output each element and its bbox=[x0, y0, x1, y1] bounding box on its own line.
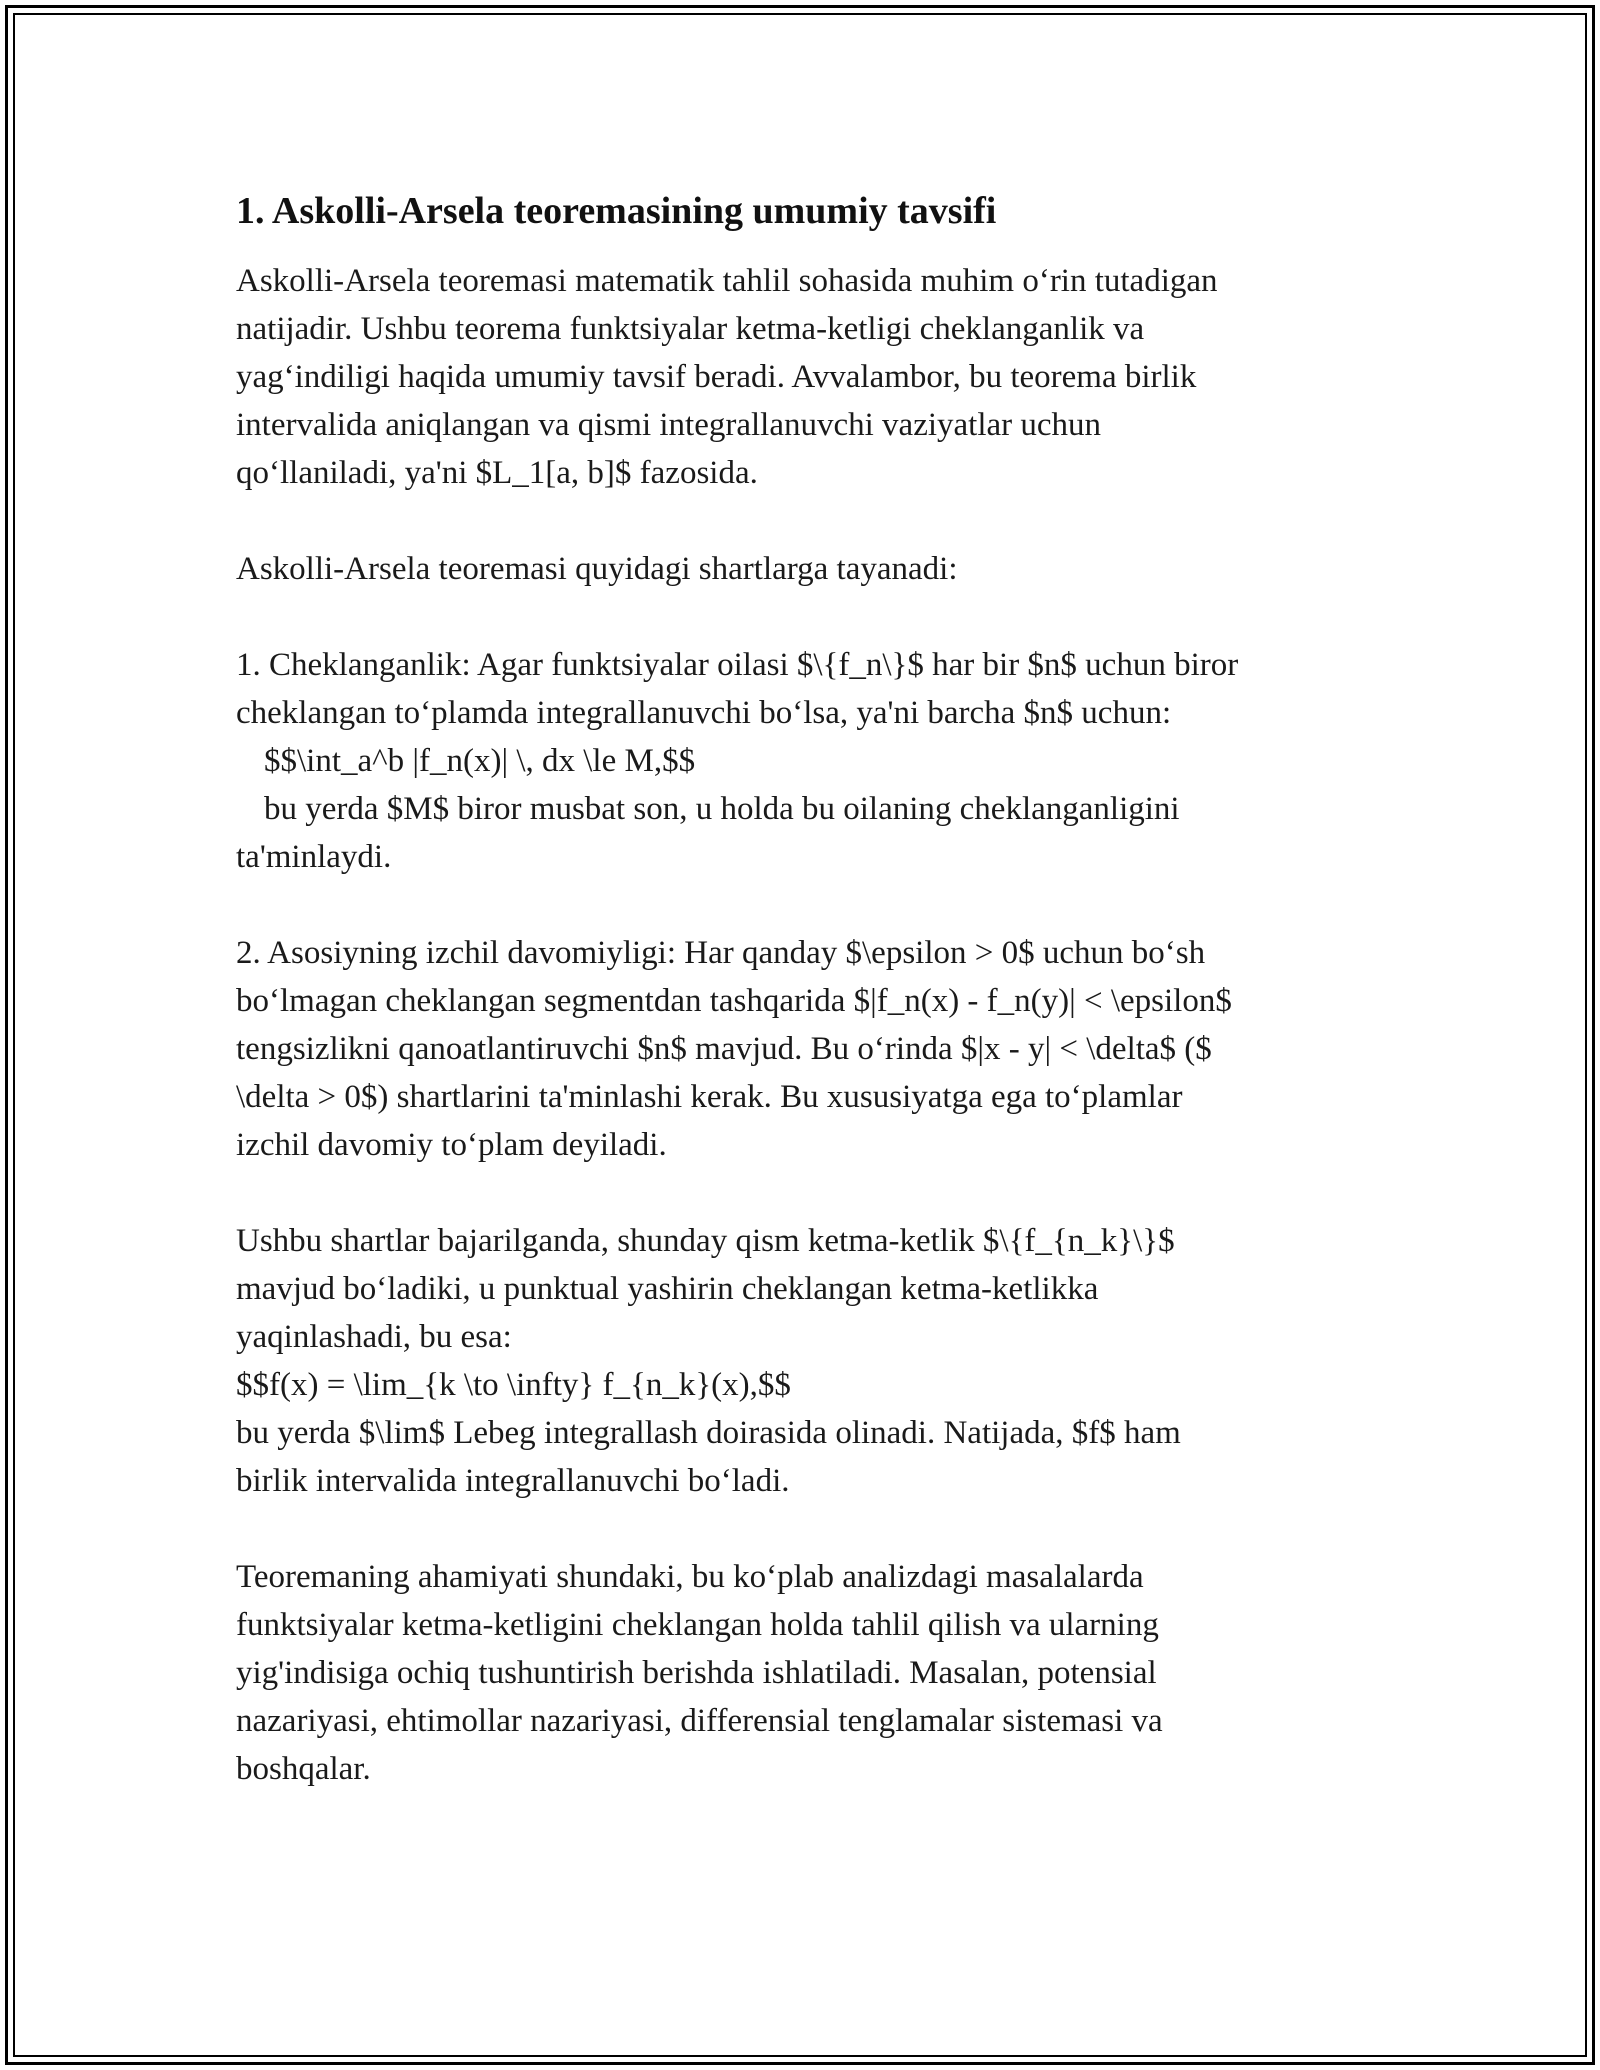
text-line: 2. Asosiyning izchil davomiyligi: Har qanday $\epsilon > 0$ uchun bo‘sh bbox=[236, 935, 1206, 971]
formula-line: $$f(x) = \lim_{k \to \infty} f_{n_k}(x),$$ bbox=[236, 1367, 791, 1403]
text-line: nazariyasi, ehtimollar nazariyasi, differensial tenglamalar sistemasi va bbox=[236, 1703, 1163, 1739]
text-line: bu yerda $M$ biror musbat son, u holda bu oilaning cheklanganligini bbox=[264, 791, 1180, 827]
text-line: \delta > 0$) shartlarini ta'minlashi kerak. Bu xususiyatga ega to‘plamlar bbox=[236, 1079, 1183, 1115]
text-line: qo‘llaniladi, ya'ni $L_1[a, b]$ fazosida. bbox=[236, 455, 758, 491]
text-line: Teoremaning ahamiyati shundaki, bu ko‘plab analizdagi masalalarda bbox=[236, 1559, 1144, 1595]
text-line: boshqalar. bbox=[236, 1751, 371, 1787]
text-line: tengsizlikni qanoatlantiruvchi $n$ mavjud. Bu o‘rinda $|x - y| < \delta$ ($ bbox=[236, 1031, 1212, 1067]
text-line: yaqinlashadi, bu esa: bbox=[236, 1319, 512, 1355]
text-line: yag‘indiligi haqida umumiy tavsif beradi. Avvalambor, bu teorema birlik bbox=[236, 359, 1197, 395]
text-line: yig'indisiga ochiq tushuntirish berishda ishlatiladi. Masalan, potensial bbox=[236, 1655, 1157, 1691]
text-line: Askolli-Arsela teoremasi matematik tahlil sohasida muhim o‘rin tutadigan bbox=[236, 263, 1218, 299]
text-line: mavjud bo‘ladiki, u punktual yashirin cheklangan ketma-ketlikka bbox=[236, 1271, 1099, 1307]
condition-1-paragraph bbox=[236, 641, 1366, 881]
text-line: intervalida aniqlangan va qismi integrallanuvchi vaziyatlar uchun bbox=[236, 407, 1102, 443]
text-line: Askolli-Arsela teoremasi quyidagi shartlarga tayanadi: bbox=[236, 551, 958, 587]
conditions-intro-paragraph bbox=[236, 545, 1366, 593]
text-line: ta'minlaydi. bbox=[236, 839, 392, 875]
condition-2-paragraph bbox=[236, 929, 1366, 1169]
text-line: cheklangan to‘plamda integrallanuvchi bo‘lsa, ya'ni barcha $n$ uchun: bbox=[236, 695, 1172, 731]
conclusion-paragraph bbox=[236, 1217, 1366, 1505]
text-line: funktsiyalar ketma-ketligini cheklangan holda tahlil qilish va ularning bbox=[236, 1607, 1159, 1643]
significance-paragraph bbox=[236, 1553, 1366, 1793]
text-line: 1. Cheklanganlik: Agar funktsiyalar oilasi $\{f_n\}$ har bir $n$ uchun biror bbox=[236, 647, 1239, 683]
text-line: izchil davomiy to‘plam deyiladi. bbox=[236, 1127, 667, 1163]
text-line: Ushbu shartlar bajarilganda, shunday qism ketma-ketlik $\{f_{n_k}\}$ bbox=[236, 1223, 1175, 1259]
text-line: bo‘lmagan cheklangan segmentdan tashqarida $|f_n(x) - f_n(y)| < \epsilon$ bbox=[236, 983, 1232, 1019]
text-line: bu yerda $\lim$ Lebeg integrallash doirasida olinadi. Natijada, $f$ ham bbox=[236, 1415, 1181, 1451]
document-body bbox=[236, 185, 1366, 1841]
document-title: 1. Askolli-Arsela teoremasining umumiy tavsifi bbox=[236, 190, 997, 232]
text-line: natijadir. Ushbu teorema funktsiyalar ketma-ketligi cheklanganlik va bbox=[236, 311, 1145, 347]
intro-paragraph bbox=[236, 257, 1366, 497]
formula-line: $$\int_a^b |f_n(x)| \, dx \le M,$$ bbox=[264, 743, 696, 779]
text-line: birlik intervalida integrallanuvchi bo‘ladi. bbox=[236, 1463, 790, 1499]
